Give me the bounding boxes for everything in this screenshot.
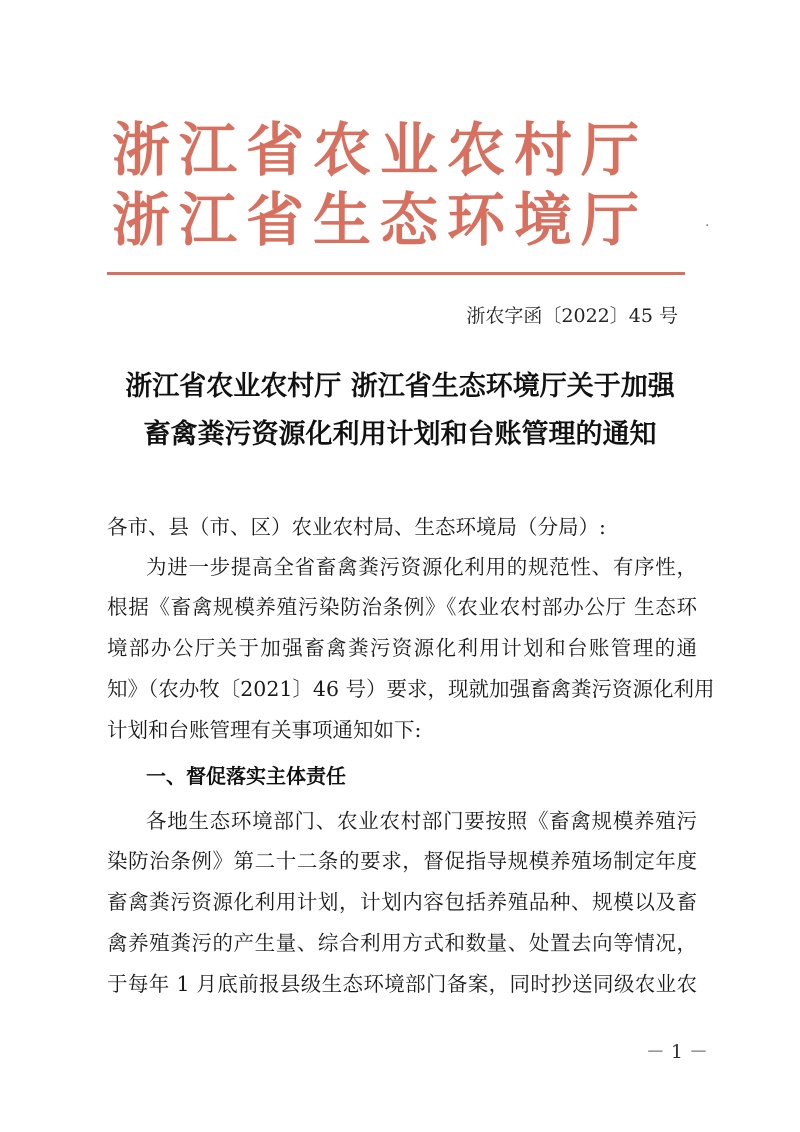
paragraph-line: 禽养殖粪污的产生量、综合利用方式和数量、处置去向等情况，	[107, 931, 697, 955]
paragraph-line: 根据《畜禽规模养殖污染防治条例》《农业农村部办公厅 生态环	[107, 595, 697, 619]
issuer-name-agriculture: 浙江省农业农村厅	[112, 116, 649, 184]
document-title-line-2: 畜禽粪污资源化利用计划和台账管理的通知	[143, 419, 657, 450]
paragraph-line: 计划和台账管理有关事项通知如下:	[107, 718, 422, 742]
addressee-line: 各市、县（市、区）农业农村局、生态环境局（分局）:	[107, 515, 606, 539]
paragraph-line: 畜禽粪污资源化利用计划，计划内容包括养殖品种、规模以及畜	[107, 890, 697, 914]
document-number: 浙农字函〔2022〕45 号	[466, 305, 678, 327]
document-title-line-1: 浙江省农业农村厅 浙江省生态环境厅关于加强	[125, 371, 675, 402]
issuer-name-environment: 浙江省生态环境厅	[112, 186, 649, 254]
page-number: － 1 －	[645, 1041, 708, 1063]
section-heading-1: 一、督促落实主体责任	[146, 764, 346, 788]
paragraph-line: 为进一步提高全省畜禽粪污资源化利用的规范性、有序性，	[146, 555, 697, 579]
red-header-rule	[107, 272, 685, 275]
paragraph-line: 知》（农办牧〔2021〕46 号）要求，现就加强畜禽粪污资源化利用	[107, 677, 715, 701]
paragraph-line: 染防治条例》第二十二条的要求，督促指导规模养殖场制定年度	[107, 849, 697, 873]
paragraph-line: 于每年 1 月底前报县级生态环境部门备案，同时抄送同级农业农	[107, 972, 697, 996]
paragraph-line: 境部办公厅关于加强畜禽粪污资源化利用计划和台账管理的通	[107, 636, 697, 660]
scan-margin-mark: ·	[705, 218, 710, 234]
paragraph-line: 各地生态环境部门、农业农村部门要按照《畜禽规模养殖污	[146, 809, 697, 833]
